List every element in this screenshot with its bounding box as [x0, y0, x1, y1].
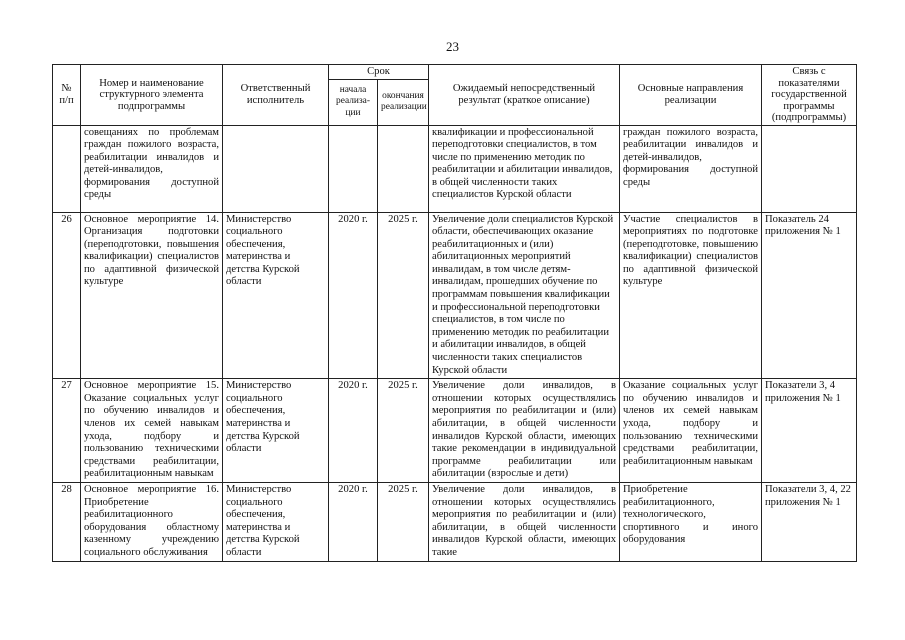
row-direction: Приобретение реабилитационного, технологического, спортивного и иного оборудования — [620, 482, 762, 561]
row-direction: граждан пожилого возраста, реабилитации инвалидов и детей-инвалидов, формирования доступной среды — [620, 125, 762, 212]
table-row — [53, 212, 857, 379]
header-name: Номер и наименование структурного элемента подпрограммы — [81, 65, 223, 126]
header-result: Ожидаемый непосредственный результат (краткое описание) — [429, 65, 620, 126]
row-end — [378, 125, 429, 212]
header-term: Срок — [329, 65, 429, 80]
row-name: Основное мероприятие 16. Приобретение реабилитационного оборудования областному казенному учреждению социального обслуживания — [81, 482, 223, 561]
row-num: 27 — [53, 379, 81, 483]
row-name: Основное мероприятие 15. Оказание социальных услуг по обучению инвалидов и членов их семей навыкам ухода, подбору и пользованию техническими средствами реабилитации, реабилитационным навыкам — [81, 379, 223, 483]
row-link: Показатель 24 приложения № 1 — [762, 212, 857, 379]
row-direction: Оказание социальных услуг по обучению инвалидов и членов их семей навыкам ухода, подбору и пользованию техническими средствами реабилитации, реабилитационным навыкам — [620, 379, 762, 483]
row-num — [53, 125, 81, 212]
header-start: начала реализа-ции — [329, 79, 378, 125]
row-start: 2020 г. — [329, 482, 378, 561]
table-row — [53, 379, 857, 483]
row-direction: Участие специалистов в мероприятиях по подготовке (переподготовке, повышению квалификации) специалистов по адаптивной физической культуре — [620, 212, 762, 379]
row-start — [329, 125, 378, 212]
table-row — [53, 482, 857, 561]
row-link: Показатели 3, 4 приложения № 1 — [762, 379, 857, 483]
row-responsible — [223, 125, 329, 212]
header-responsible: Ответственный исполнитель — [223, 65, 329, 126]
row-start: 2020 г. — [329, 212, 378, 379]
row-name: совещаниях по проблемам граждан пожилого возраста, реабилитации инвалидов и детей-инвалидов, формирования доступной среды — [81, 125, 223, 212]
table-row — [53, 125, 857, 212]
header-num: № п/п — [53, 65, 81, 126]
page-number: 23 — [446, 39, 459, 54]
header-link: Связь с показателями государственной программы (подпрограммы) — [762, 65, 857, 126]
program-table — [52, 64, 857, 562]
header-end: окончания реализации — [378, 79, 429, 125]
row-end: 2025 г. — [378, 379, 429, 483]
row-link — [762, 125, 857, 212]
row-responsible: Министерство социального обеспечения, материнства и детства Курской области — [223, 212, 329, 379]
row-num: 26 — [53, 212, 81, 379]
header-row-1 — [53, 65, 857, 80]
row-end: 2025 г. — [378, 482, 429, 561]
row-link: Показатели 3, 4, 22 приложения № 1 — [762, 482, 857, 561]
row-name: Основное мероприятие 14. Организация подготовки (переподготовки, повышения квалификации) специалистов по адаптивной физической культуре — [81, 212, 223, 379]
row-responsible: Министерство социального обеспечения, материнства и детства Курской области — [223, 379, 329, 483]
row-start: 2020 г. — [329, 379, 378, 483]
row-result: Увеличение доли инвалидов, в отношении которых осуществлялись мероприятия по реабилитации и (или) абилитации, в общей численности инвалидов Курской области, имеющих такие рекомендации в индивидуальной программе реабилитации или абилитации (взрослые и дети) — [429, 379, 620, 483]
row-responsible: Министерство социального обеспечения, материнства и детства Курской области — [223, 482, 329, 561]
row-end: 2025 г. — [378, 212, 429, 379]
row-result: квалификации и профессиональной переподготовки специалистов, в том числе по применению методик по реабилитации и абилитации инвалидов, в общей численности таких специалистов Курской области — [429, 125, 620, 212]
row-num: 28 — [53, 482, 81, 561]
row-result: Увеличение доли специалистов Курской области, обеспечивающих оказание реабилитационных и (или) абилитационных мероприятий инвалидам, в том числе детям-инвалидам, прошедших обучение по программам повышения квалификации и профессиональной переподготовки специалистов, в том числе по применению методик по реабилитации и абилитации инвалидов, в общей численности таких специалистов Курской области — [429, 212, 620, 379]
row-result: Увеличение доли инвалидов, в отношении которых осуществлялись мероприятия по реабилитации и (или) абилитации, в общей численности инвалидов Курской области, имеющих такие — [429, 482, 620, 561]
header-direction: Основные направления реализации — [620, 65, 762, 126]
